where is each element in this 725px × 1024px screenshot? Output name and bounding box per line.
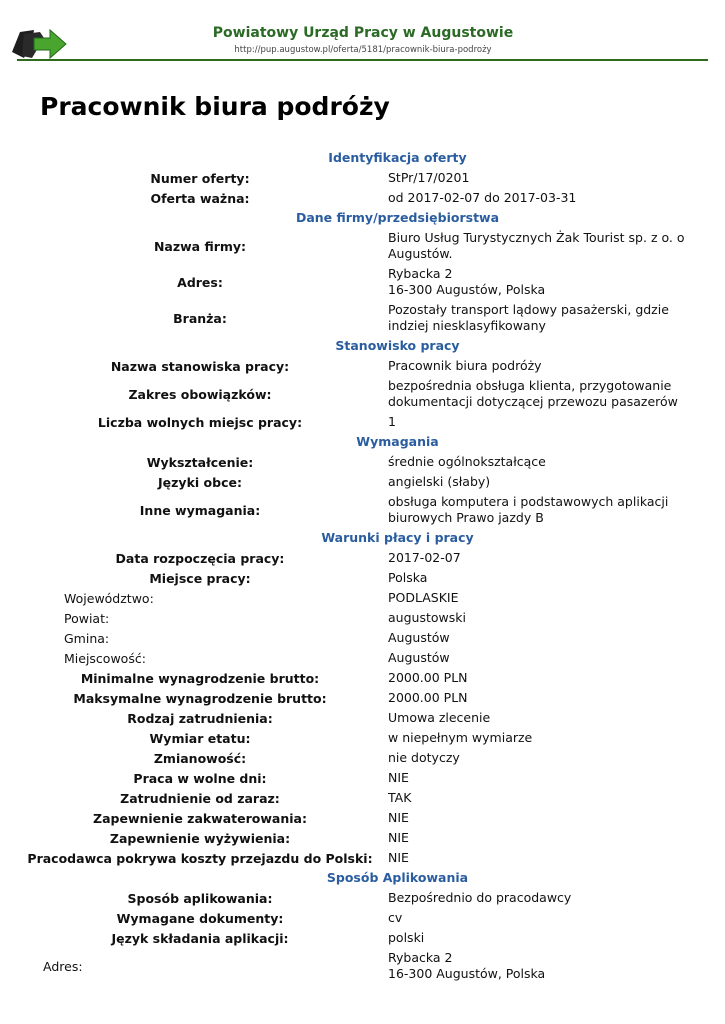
field-label: Adres: [177, 274, 223, 290]
field-label: Adres: [43, 958, 83, 974]
detail-row [0, 848, 725, 868]
field-label: Języki obce: [158, 474, 242, 490]
field-label: Praca w wolne dni: [133, 770, 267, 786]
page-header [18, 14, 708, 62]
detail-row [0, 264, 725, 300]
section-heading: Wymagania [356, 434, 439, 449]
detail-row [0, 948, 725, 984]
detail-row [0, 788, 725, 808]
detail-row [0, 928, 725, 948]
detail-row [0, 608, 725, 628]
field-value: Biuro Usług Turystycznych Żak Tourist sp. z o. o Augustów. [388, 230, 685, 261]
detail-row [0, 548, 725, 568]
field-value: obsługa komputera i podstawowych aplikacji biurowych Prawo jazdy B [388, 494, 669, 525]
field-value: Augustów [388, 630, 450, 645]
field-value: 1 [388, 414, 396, 429]
field-label: Zatrudnienie od zaraz: [120, 790, 280, 806]
field-value: od 2017-02-07 do 2017-03-31 [388, 190, 577, 205]
field-value: 2000.00 PLN [388, 690, 468, 705]
field-label: Zmianowość: [153, 750, 247, 766]
field-value: Polska [388, 570, 428, 585]
field-label: Miejscowość: [64, 650, 146, 666]
field-label: Pracodawca pokrywa koszty przejazdu do Polski: [27, 850, 373, 866]
field-label: Wymiar etatu: [149, 730, 251, 746]
field-label: Gmina: [64, 630, 110, 646]
section-heading: Sposób Aplikowania [326, 870, 469, 885]
detail-row [0, 300, 725, 336]
field-label: Minimalne wynagrodzenie brutto: [80, 670, 320, 686]
field-label: Maksymalne wynagrodzenie brutto: [73, 690, 327, 706]
header-divider [17, 59, 708, 61]
field-label: Branża: [173, 310, 227, 326]
detail-row [0, 768, 725, 788]
section-heading: Stanowisko pracy [335, 338, 460, 353]
field-label: Powiat: [64, 610, 110, 626]
field-value: 2017-02-07 [388, 550, 461, 565]
field-value: nie dotyczy [388, 750, 460, 765]
field-label: Język składania aplikacji: [111, 930, 289, 946]
detail-row [0, 808, 725, 828]
detail-row [0, 668, 725, 688]
field-label: Zapewnienie wyżywienia: [109, 830, 291, 846]
field-value: NIE [388, 830, 409, 845]
detail-row [0, 412, 725, 432]
field-value: cv [388, 910, 403, 925]
field-label: Data rozpoczęcia pracy: [115, 550, 285, 566]
detail-row [0, 648, 725, 668]
page-title: Pracownik biura podróży [40, 92, 390, 121]
field-value: w niepełnym wymiarze [388, 730, 533, 745]
field-label: Zakres obowiązków: [128, 386, 272, 402]
detail-row [0, 568, 725, 588]
detail-row [0, 828, 725, 848]
detail-row [0, 888, 725, 908]
field-value: PODLASKIE [388, 590, 459, 605]
detail-row [0, 356, 725, 376]
field-value: Bezpośrednio do pracodawcy [388, 890, 572, 905]
field-value: Augustów [388, 650, 450, 665]
field-label: Województwo: [64, 590, 154, 606]
field-value: augustowski [388, 610, 466, 625]
detail-row [0, 688, 725, 708]
detail-row [0, 188, 725, 208]
field-label: Wymagane dokumenty: [116, 910, 284, 926]
field-value: Rybacka 2 16-300 Augustów, Polska [388, 950, 546, 981]
detail-row [0, 376, 725, 412]
field-value: Umowa zlecenie [388, 710, 491, 725]
field-label: Wykształcenie: [146, 454, 254, 470]
field-value: StPr/17/0201 [388, 170, 470, 185]
section-heading: Warunki płacy i pracy [321, 530, 474, 545]
field-value: NIE [388, 850, 409, 865]
field-value: NIE [388, 770, 409, 785]
detail-row [0, 588, 725, 608]
field-label: Oferta ważna: [150, 190, 250, 206]
offer-details [0, 148, 725, 984]
page-url[interactable]: http://pup.augustow.pl/oferta/5181/pracownik-biura-podroży [234, 45, 492, 55]
field-label: Nazwa firmy: [153, 238, 247, 254]
site-title: Powiatowy Urząd Pracy w Augustowie [212, 25, 514, 41]
field-label: Zapewnienie zakwaterowania: [93, 810, 307, 826]
detail-row [0, 472, 725, 492]
field-label: Miejsce pracy: [149, 570, 251, 586]
field-value: Pozostały transport lądowy pasażerski, gdzie indziej niesklasyfikowany [388, 302, 669, 333]
field-label: Rodzaj zatrudnienia: [127, 710, 273, 726]
detail-row [0, 228, 725, 264]
detail-row [0, 728, 725, 748]
field-value: NIE [388, 810, 409, 825]
field-value: polski [388, 930, 425, 945]
field-value: Pracownik biura podróży [388, 358, 542, 373]
field-label: Numer oferty: [150, 170, 250, 186]
field-label: Inne wymagania: [139, 502, 261, 518]
field-value: Rybacka 2 16-300 Augustów, Polska [388, 266, 546, 297]
detail-row [0, 168, 725, 188]
field-label: Liczba wolnych miejsc pracy: [97, 414, 303, 430]
detail-row [0, 492, 725, 528]
field-label: Nazwa stanowiska pracy: [110, 358, 290, 374]
detail-row [0, 708, 725, 728]
field-value: TAK [388, 790, 412, 805]
section-heading: Dane firmy/przedsiębiorstwa [295, 210, 500, 225]
detail-row [0, 452, 725, 472]
field-value: bezpośrednia obsługa klienta, przygotowanie dokumentacji dotyczącej przewozu pasazerów [388, 378, 678, 409]
field-label: Sposób aplikowania: [127, 890, 273, 906]
detail-row [0, 748, 725, 768]
detail-row [0, 908, 725, 928]
section-heading: Identyfikacja oferty [328, 150, 467, 165]
field-value: średnie ogólnokształcące [388, 454, 546, 469]
field-value: 2000.00 PLN [388, 670, 468, 685]
detail-row [0, 628, 725, 648]
field-value: angielski (słaby) [388, 474, 491, 489]
